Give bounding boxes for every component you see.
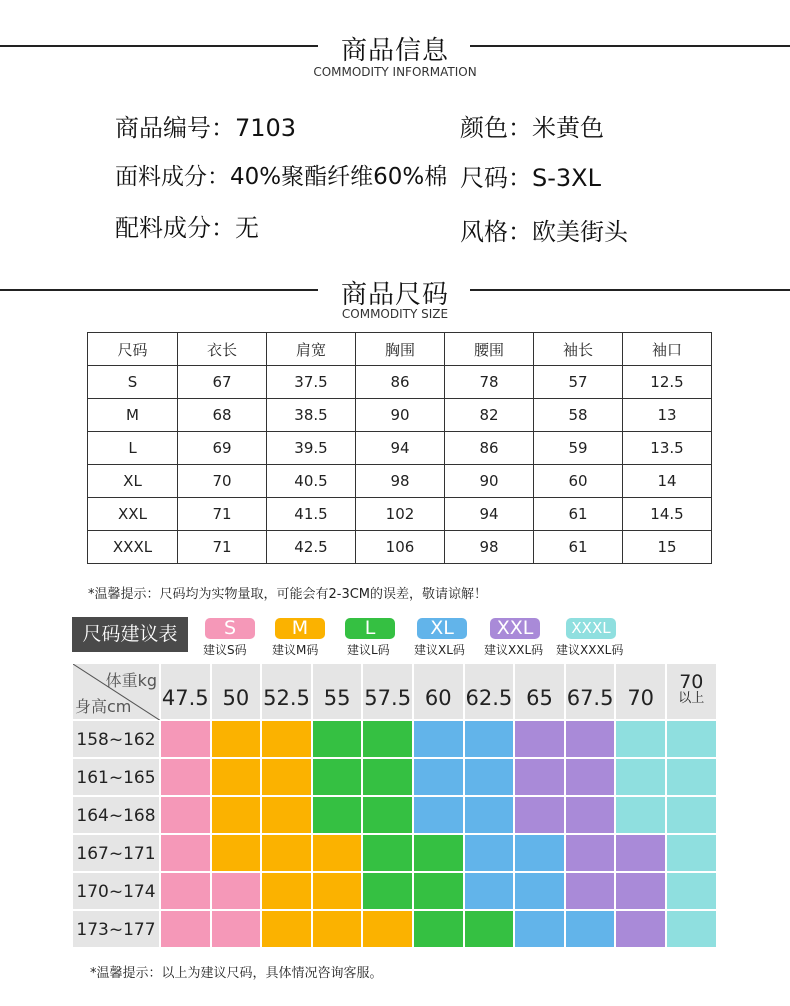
height-axis-label: 身高cm: [75, 697, 132, 716]
size-cell-xl: [464, 796, 515, 834]
size-cell-s: [160, 796, 211, 834]
size-cell-m: [211, 796, 262, 834]
table-cell: 86: [445, 432, 534, 465]
table-cell: 94: [356, 432, 445, 465]
size-cell-l: [362, 834, 413, 872]
table-row: [88, 531, 712, 564]
table-row: [88, 366, 712, 399]
size-cell-xxxl: [615, 758, 666, 796]
table-header-row: [88, 333, 712, 366]
size-cell-xl: [514, 872, 565, 910]
weight-header: 62.5: [464, 663, 515, 720]
weight-header: 60: [413, 663, 464, 720]
size-cell-m: [261, 796, 312, 834]
size-cell-s: [211, 910, 262, 948]
table-cell: S: [88, 366, 178, 399]
size-cell-xxxl: [666, 720, 717, 758]
size-cell-xxxl: [666, 834, 717, 872]
recommend-note: *温馨提示：以上为建议尺码，具体情况咨询客服。: [90, 966, 383, 981]
commodity-info-header: [0, 30, 790, 80]
table-cell: 40.5: [267, 465, 356, 498]
size-swatch-caption: 建议L码: [347, 643, 390, 657]
height-row-header: 173~177: [72, 910, 160, 948]
section-subtitle: COMMODITY INFORMATION: [313, 65, 477, 79]
column-header: 肩宽: [267, 333, 356, 366]
size-cell-xl: [413, 758, 464, 796]
column-header: 尺码: [88, 333, 178, 366]
table-row: [88, 399, 712, 432]
table-cell: 90: [356, 399, 445, 432]
table-cell: 90: [445, 465, 534, 498]
size-cell-xxxl: [615, 720, 666, 758]
table-cell: 69: [178, 432, 267, 465]
height-row-header: 161~165: [72, 758, 160, 796]
table-row: [88, 465, 712, 498]
size-swatch-s: S: [205, 618, 255, 639]
size-cell-m: [211, 834, 262, 872]
table-cell: 67: [178, 366, 267, 399]
table-cell: 61: [534, 531, 623, 564]
size-cell-m: [261, 758, 312, 796]
size-swatch-caption: 建议XXL码: [484, 643, 544, 657]
table-cell: L: [88, 432, 178, 465]
size-cell-s: [211, 872, 262, 910]
size-swatch-xxxl: XXXL: [566, 618, 616, 639]
size-cell-m: [261, 910, 312, 948]
weight-header: 52.5: [261, 663, 312, 720]
height-row-header: 164~168: [72, 796, 160, 834]
weight-header: 50: [211, 663, 262, 720]
size-cell-xl: [464, 758, 515, 796]
weight-header: 70: [615, 663, 666, 720]
measurement-note: *温馨提示：尺码均为实物量取，可能会有2-3CM的误差，敬请谅解！: [88, 587, 488, 602]
size-range-info: 尺码：S-3XL: [460, 164, 601, 192]
size-swatch-xl: XL: [417, 618, 467, 639]
column-header: 腰围: [445, 333, 534, 366]
table-cell: 39.5: [267, 432, 356, 465]
table-cell: 14.5: [623, 498, 712, 531]
size-cell-xxl: [565, 758, 616, 796]
table-cell: 15: [623, 531, 712, 564]
table-cell: 14: [623, 465, 712, 498]
table-cell: 41.5: [267, 498, 356, 531]
size-cell-xxl: [565, 720, 616, 758]
table-row: [88, 498, 712, 531]
size-cell-xl: [413, 796, 464, 834]
size-cell-xxxl: [666, 872, 717, 910]
weight-header: 65: [514, 663, 565, 720]
size-cell-xxxl: [666, 758, 717, 796]
table-cell: 59: [534, 432, 623, 465]
size-cell-xxl: [615, 834, 666, 872]
table-row: [88, 432, 712, 465]
lining-info: 配料成分：无: [115, 214, 259, 242]
table-cell: 68: [178, 399, 267, 432]
size-cell-m: [261, 834, 312, 872]
size-cell-m: [312, 910, 363, 948]
section-title: 商品尺码: [340, 280, 449, 310]
table-cell: 102: [356, 498, 445, 531]
size-swatch-l: L: [345, 618, 395, 639]
size-cell-xl: [514, 910, 565, 948]
column-header: 胸围: [356, 333, 445, 366]
size-cell-l: [413, 872, 464, 910]
weight-header-suffix: 以上: [678, 691, 705, 706]
height-row-header: 158~162: [72, 720, 160, 758]
table-cell: 106: [356, 531, 445, 564]
table-cell: 98: [356, 465, 445, 498]
size-cell-m: [211, 720, 262, 758]
size-swatch-caption: 建议S码: [203, 643, 247, 657]
size-cell-xl: [413, 720, 464, 758]
size-cell-m: [362, 910, 413, 948]
size-cell-xl: [464, 834, 515, 872]
table-cell: 37.5: [267, 366, 356, 399]
height-row-header: 170~174: [72, 872, 160, 910]
size-cell-m: [261, 720, 312, 758]
size-swatch-caption: 建议XL码: [414, 643, 465, 657]
table-cell: 38.5: [267, 399, 356, 432]
table-cell: 13.5: [623, 432, 712, 465]
table-cell: 58: [534, 399, 623, 432]
height-row-header: 167~171: [72, 834, 160, 872]
size-cell-l: [312, 720, 363, 758]
table-cell: 60: [534, 465, 623, 498]
table-cell: 61: [534, 498, 623, 531]
style-info: 风格：欧美街头: [460, 218, 628, 246]
table-cell: XXXL: [88, 531, 178, 564]
table-cell: 86: [356, 366, 445, 399]
size-swatch-xxl: XXL: [490, 618, 540, 639]
weight-axis-label: 体重kg: [105, 671, 157, 690]
size-table: [87, 332, 712, 564]
size-cell-l: [312, 758, 363, 796]
size-cell-xxxl: [666, 910, 717, 948]
size-cell-m: [312, 834, 363, 872]
size-cell-l: [362, 796, 413, 834]
weight-header: 67.5: [565, 663, 616, 720]
weight-header: 47.5: [160, 663, 211, 720]
weight-header-last: [666, 663, 717, 720]
size-cell-m: [312, 872, 363, 910]
size-cell-l: [312, 796, 363, 834]
size-cell-l: [464, 910, 515, 948]
table-cell: 71: [178, 498, 267, 531]
item-number: 商品编号：7103: [115, 114, 297, 142]
table-cell: 57: [534, 366, 623, 399]
size-recommend-title: 尺码建议表: [72, 617, 188, 652]
column-header: 袖长: [534, 333, 623, 366]
size-cell-xl: [565, 910, 616, 948]
size-cell-xxl: [514, 720, 565, 758]
size-cell-xxl: [565, 796, 616, 834]
weight-header-value: 70: [679, 671, 704, 693]
table-cell: 78: [445, 366, 534, 399]
size-cell-s: [160, 834, 211, 872]
table-cell: XL: [88, 465, 178, 498]
size-cell-xxl: [565, 834, 616, 872]
size-cell-xxl: [615, 872, 666, 910]
size-swatch-m: M: [275, 618, 325, 639]
size-cell-xl: [464, 720, 515, 758]
size-cell-l: [413, 910, 464, 948]
column-header: 衣长: [178, 333, 267, 366]
size-cell-s: [160, 872, 211, 910]
table-cell: M: [88, 399, 178, 432]
size-cell-xxxl: [615, 796, 666, 834]
section-subtitle: COMMODITY SIZE: [341, 307, 449, 321]
table-cell: 12.5: [623, 366, 712, 399]
commodity-size-header: [0, 274, 790, 324]
column-header: 袖口: [623, 333, 712, 366]
size-cell-xxl: [615, 910, 666, 948]
weight-header: 55: [312, 663, 363, 720]
size-cell-xl: [464, 872, 515, 910]
table-cell: 13: [623, 399, 712, 432]
size-swatch-caption: 建议M码: [272, 643, 319, 657]
size-cell-s: [160, 758, 211, 796]
size-cell-xxxl: [666, 796, 717, 834]
weight-header: 57.5: [362, 663, 413, 720]
section-title: 商品信息: [340, 36, 449, 66]
size-swatch-caption: 建议XXXL码: [556, 643, 624, 657]
color-info: 颜色：米黄色: [460, 114, 604, 142]
size-cell-xl: [514, 834, 565, 872]
size-cell-m: [261, 872, 312, 910]
grid-corner-cell: [72, 663, 160, 720]
size-cell-l: [413, 834, 464, 872]
table-cell: 71: [178, 531, 267, 564]
size-cell-m: [211, 758, 262, 796]
table-cell: XXL: [88, 498, 178, 531]
size-cell-l: [362, 720, 413, 758]
size-cell-l: [362, 758, 413, 796]
size-cell-xxl: [565, 872, 616, 910]
size-cell-l: [362, 872, 413, 910]
fabric-info: 面料成分：40%聚酯纤维60%棉: [115, 164, 448, 190]
size-cell-s: [160, 910, 211, 948]
size-cell-s: [160, 720, 211, 758]
table-cell: 42.5: [267, 531, 356, 564]
table-cell: 94: [445, 498, 534, 531]
size-cell-xxl: [514, 796, 565, 834]
table-cell: 82: [445, 399, 534, 432]
table-cell: 70: [178, 465, 267, 498]
table-cell: 98: [445, 531, 534, 564]
size-cell-xxl: [514, 758, 565, 796]
